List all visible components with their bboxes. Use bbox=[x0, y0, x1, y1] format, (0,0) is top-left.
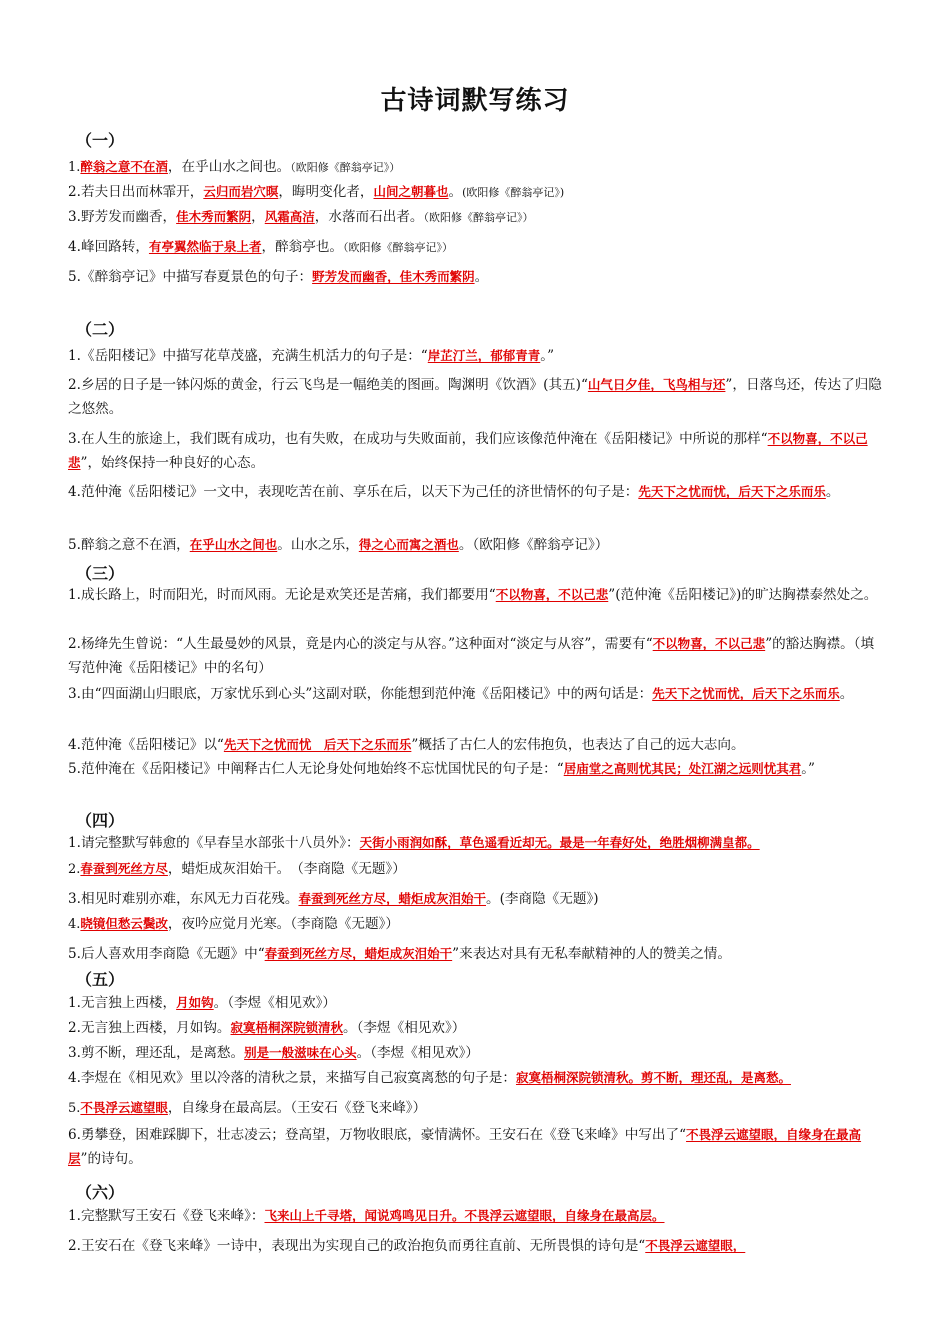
question-text: ，蜡炬成灰泪始干。 （李商隐《无题》） bbox=[167, 861, 406, 877]
question-text: 3.相见时难别亦难，东风无力百花残。 bbox=[68, 891, 299, 907]
question-text: 5.《醉翁亭记》中描写春夏景色的句子： bbox=[68, 269, 313, 285]
question-text: ，自缘身在最高层。（王安石《登飞来峰》） bbox=[167, 1100, 427, 1116]
exercise-line bbox=[68, 1099, 884, 1118]
question-text: ”，始终保持一种良好的心态。 bbox=[80, 455, 265, 471]
exercise-line bbox=[68, 1123, 884, 1171]
question-text: 。 bbox=[839, 686, 854, 702]
item-number: 1. bbox=[68, 160, 81, 175]
exercise-line bbox=[68, 480, 884, 504]
answer-text: 醉翁之意不在酒 bbox=[80, 159, 168, 174]
question-text: 1.无言独上西楼， bbox=[68, 995, 177, 1011]
question-text: 。（李煜《相见欢》） bbox=[213, 995, 336, 1011]
answer-text: 居庙堂之高则忧其民；处江湖之远则忧其君 bbox=[563, 761, 802, 776]
question-text: 。” bbox=[801, 761, 815, 777]
exercise-line bbox=[68, 860, 884, 879]
answer-text: 晓镜但愁云鬓改 bbox=[80, 916, 168, 931]
answer-text: 不畏浮云遮望眼，自缘身在最高层 bbox=[68, 1127, 862, 1166]
question-text: ”的豁达胸襟。（填写范仲淹《岳阳楼记》中的名句） bbox=[68, 636, 875, 676]
exercise-line bbox=[68, 427, 884, 475]
question-text: 3.在人生的旅途上，我们既有成功，也有失败，在成功与失败面前，我们应该像范仲淹在《岳阳楼记》中所说的那样“ bbox=[68, 431, 768, 447]
exercise-line bbox=[68, 890, 884, 908]
section-heading: （六） bbox=[76, 1183, 125, 1202]
question-text: 4.李煜在《相见欢》里以冷落的清秋之景，来描写自己寂寞离愁的句子是： bbox=[68, 1070, 516, 1086]
section-heading: （一） bbox=[76, 131, 125, 150]
page-title: 古诗词默写练习 bbox=[380, 86, 570, 116]
question-text: ，水落而石出者。 bbox=[314, 209, 424, 225]
exercise-line bbox=[68, 347, 884, 365]
exercise-line bbox=[68, 1207, 884, 1225]
question-text: 。 bbox=[448, 184, 463, 200]
question-text: ，夜吟应觉月光寒。（李商隐《无题》） bbox=[167, 916, 400, 932]
answer-text: 先天下之忧而忧 后天下之乐而乐 bbox=[223, 737, 412, 752]
exercise-line bbox=[68, 183, 884, 202]
question-text: 5.后人喜欢用李商隐《无题》中“ bbox=[68, 946, 265, 962]
answer-text: 不以物喜，不以己悲 bbox=[68, 431, 868, 470]
question-text: 3.剪不断，理还乱，是离愁。 bbox=[68, 1045, 245, 1061]
question-text: 4.范仲淹《岳阳楼记》以“ bbox=[68, 737, 224, 753]
exercise-line bbox=[68, 1237, 884, 1255]
source-citation: （欧阳修《醉翁亭记》） bbox=[290, 161, 401, 174]
question-text: 1.请完整默写韩愈的《早春呈水部张十八员外》： bbox=[68, 835, 360, 851]
question-text: 3.由“四面湖山归眼底，万家忧乐到心头”这副对联，你能想到范仲淹《岳阳楼记》中的两句话是： bbox=[68, 686, 653, 702]
answer-text: 佳木秀而繁阴 bbox=[176, 209, 252, 224]
exercise-line bbox=[68, 736, 884, 754]
question-text: ， bbox=[251, 209, 265, 225]
question-text: 。 bbox=[825, 484, 840, 500]
exercise-line bbox=[68, 268, 884, 286]
answer-text: 不以物喜，不以己悲 bbox=[495, 587, 609, 602]
answer-text: 春蚕到死丝方尽，蜡炬成灰泪始干 bbox=[264, 946, 453, 961]
exercise-line bbox=[68, 583, 884, 607]
answer-text: 云归而岩穴暝 bbox=[203, 184, 279, 199]
question-text: 4.范仲淹《岳阳楼记》一文中，表现吃苦在前、享乐在后，以天下为己任的济世情怀的句子是： bbox=[68, 484, 639, 500]
source-citation: （欧阳修《醉翁亭记》） bbox=[423, 211, 534, 224]
question-text: 。” bbox=[540, 348, 555, 364]
answer-text: 不以物喜，不以己悲 bbox=[652, 636, 766, 651]
question-text: 6.勇攀登，困难踩脚下，壮志凌云；登高望，万物收眼底，豪情满怀。王安石在《登飞来峰》中写出了“ bbox=[68, 1127, 687, 1143]
exercise-line bbox=[68, 757, 884, 781]
question-text: 2.杨绛先生曾说：“人生最曼妙的风景，竟是内心的淡定与从容。”这种面对“淡定与从容”，需要有“ bbox=[68, 636, 653, 652]
question-text: 2.乡居的日子是一钵闪烁的黄金，行云飞鸟是一幅绝美的图画。陶渊明《饮酒》(其五)“ bbox=[68, 377, 588, 393]
question-text: ”的诗句。 bbox=[80, 1151, 142, 1167]
exercise-line bbox=[68, 536, 884, 554]
answer-text: 先天下之忧而忧，后天下之乐而乐 bbox=[652, 686, 840, 701]
answer-text: 寂寞梧桐深院锁清秋 bbox=[230, 1020, 344, 1035]
answer-text: 春蚕到死丝方尽 bbox=[80, 861, 168, 876]
answer-text: 天街小雨润如酥，草色遥看近却无。最是一年春好处，绝胜烟柳满皇都。 bbox=[359, 835, 760, 850]
answer-text: 不畏浮云遮望眼 bbox=[80, 1100, 168, 1115]
question-text: ，在乎山水之间也。 bbox=[167, 159, 291, 175]
section-heading: （三） bbox=[76, 564, 125, 583]
section-heading: （五） bbox=[76, 970, 125, 989]
item-number: 2. bbox=[68, 862, 81, 877]
exercise-line bbox=[68, 1044, 884, 1062]
exercise-line bbox=[68, 682, 884, 706]
question-text: 5.醉翁之意不在酒， bbox=[68, 537, 190, 553]
source-citation: （欧阳修《醉翁亭记》） bbox=[343, 241, 454, 254]
answer-text: 飞来山上千寻塔，闻说鸡鸣见日升。不畏浮云遮望眼，自缘身在最高层。 bbox=[264, 1208, 665, 1223]
question-text: ，晦明变化者， bbox=[278, 184, 374, 200]
question-text: ”概括了古仁人的宏伟抱负，也表达了自己的远大志向。 bbox=[411, 737, 745, 753]
exercise-line bbox=[68, 915, 884, 934]
source-citation: (欧阳修《醉翁亭记》) bbox=[462, 186, 565, 199]
exercise-line bbox=[68, 158, 884, 177]
question-text: 5.范仲淹在《岳阳楼记》中阐释古仁人无论身处何地始终不忘忧国忧民的句子是：“ bbox=[68, 761, 564, 777]
answer-text: 别是一般滋味在心头 bbox=[244, 1045, 357, 1060]
question-text: 。（李煜《相见欢》） bbox=[356, 1045, 479, 1061]
exercise-line bbox=[68, 208, 884, 227]
answer-text: 岸芷汀兰，郁郁青青 bbox=[427, 348, 541, 363]
section-heading: （四） bbox=[76, 811, 125, 830]
answer-text: 月如钩 bbox=[176, 995, 214, 1010]
answer-text: 得之心而寓之酒也 bbox=[358, 537, 459, 552]
exercise-line bbox=[68, 1019, 884, 1037]
answer-text: 有亭翼然临于泉上者 bbox=[148, 239, 262, 254]
answer-text: 山气日夕佳，飞鸟相与还 bbox=[587, 377, 726, 392]
question-text: 1.完整默写王安石《登飞来峰》： bbox=[68, 1208, 265, 1224]
exercise-line bbox=[68, 238, 884, 257]
question-text: 。（李煜《相见欢》） bbox=[343, 1020, 466, 1036]
question-text: 。(李商隐《无题》) bbox=[485, 891, 599, 907]
question-text: 1.成长路上，时而阳光，时而风雨。无论是欢笑还是苦痛，我们都要用“ bbox=[68, 587, 496, 603]
answer-text: 风霜高洁 bbox=[264, 209, 315, 224]
question-text: 。山水之乐， bbox=[277, 537, 359, 553]
answer-text: 春蚕到死丝方尽，蜡炬成灰泪始干 bbox=[298, 891, 486, 906]
answer-text: 先天下之忧而忧，后天下之乐而乐 bbox=[638, 484, 826, 499]
question-text: ，醉翁亭也。 bbox=[261, 239, 344, 255]
item-number: 4. bbox=[68, 917, 81, 932]
answer-text: 野芳发而幽香，佳木秀而繁阴 bbox=[312, 269, 475, 284]
answer-text: 山间之朝暮也 bbox=[373, 184, 449, 199]
answer-text: 不畏浮云遮望眼， bbox=[645, 1238, 746, 1253]
exercise-line bbox=[68, 834, 884, 852]
question-text: 2.无言独上西楼，月如钩。 bbox=[68, 1020, 231, 1036]
question-text: ”，日落鸟还，传达了归隐之悠然。 bbox=[68, 377, 882, 417]
answer-text: 寂寞梧桐深院锁清秋。剪不断，理还乱，是离愁。 bbox=[515, 1070, 791, 1085]
answer-text: 在乎山水之间也 bbox=[189, 537, 278, 552]
question-text: 3.野芳发而幽香， bbox=[68, 209, 177, 225]
question-text: 。 bbox=[474, 269, 489, 285]
question-text: 4.峰回路转， bbox=[68, 239, 149, 255]
exercise-line bbox=[68, 945, 884, 963]
exercise-line bbox=[68, 994, 884, 1012]
exercise-line bbox=[68, 1069, 884, 1087]
item-number: 5. bbox=[68, 1101, 81, 1116]
section-heading: （二） bbox=[76, 320, 125, 339]
question-text: 1.《岳阳楼记》中描写花草茂盛，充满生机活力的句子是：“ bbox=[68, 348, 428, 364]
question-text: ”(范仲淹《岳阳楼记》)的旷达胸襟泰然处之。 bbox=[608, 587, 878, 603]
question-text: 2.王安石在《登飞来峰》一诗中，表现出为实现自己的政治抱负而勇往直前、无所畏惧的诗句是“ bbox=[68, 1238, 646, 1254]
exercise-line bbox=[68, 632, 884, 680]
exercise-line bbox=[68, 373, 884, 421]
question-text: 。（欧阳修《醉翁亭记》） bbox=[458, 537, 609, 553]
question-text: 2.若夫日出而林霏开， bbox=[68, 184, 204, 200]
question-text: ”来表达对具有无私奉献精神的人的赞美之情。 bbox=[452, 946, 731, 962]
